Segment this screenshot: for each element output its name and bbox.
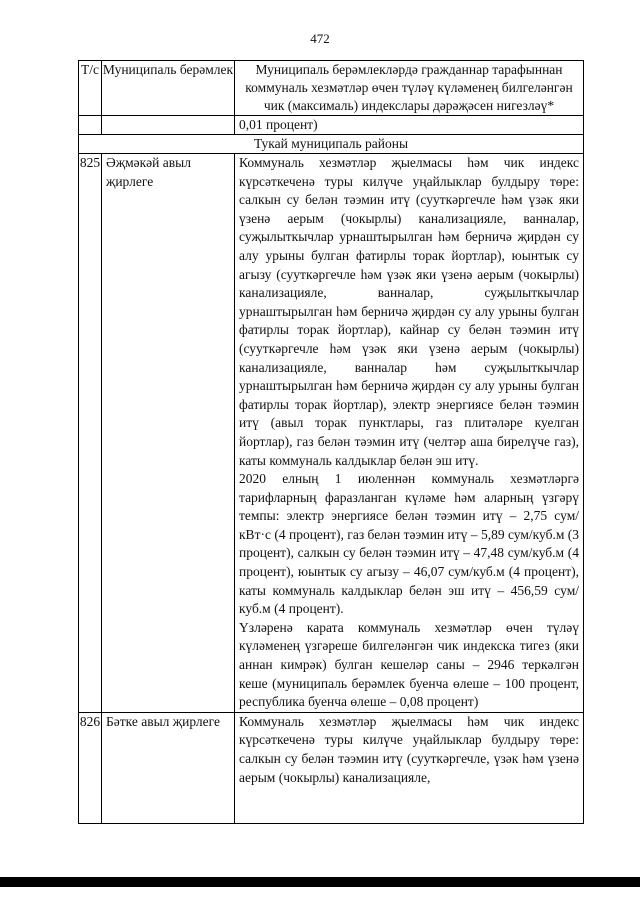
- municipality-name: Әҗмәкәй авыл җирлеге: [102, 154, 235, 713]
- header-justification: Муниципаль берәмлекләрдә гражданнар тарафыннан коммуналь хезмәтләр өчен түләү күләменең билгеләнгән чик (максималь) индекслары дәрәҗәсен нигезләү*: [235, 61, 584, 116]
- region-title: Тукай муниципаль районы: [79, 135, 584, 154]
- municipal-table: [78, 60, 584, 824]
- justification-cell: [235, 154, 584, 713]
- paragraph: Үзләренә карата коммуналь хезмәтләр өчен түләү күләменең үзгәреше билгеләнгән чик индекска тигез (яки аннан кимрәк) булган кешеләр саны – 2946 теркәлгән кеше (муниципаль берәмлек буенча өлеше – 100 процент, республика буенча өлеше – 0,08 процент): [239, 619, 579, 710]
- paragraph: 2020 елның 1 июленнән коммуналь хезмәтләргә тарифларның фаразланган күләме һәм аларның үзгәрү темпы: электр энергиясе белән тәэмин итү – 2,75 сум/кВт·с (4 процент), газ белән тәэмин итү – 5,89 сум/куб.м (3 процент), салкын су белән тәэмин итү – 47,48 сум/куб.м (4 процент), юынтык су агызу – 46,07 сум/куб.м (4 процент), каты коммуналь калдыклар белән эш итү – 456,59 сум/куб.м (4 процент).: [239, 471, 579, 617]
- table-row: [79, 154, 584, 713]
- header-municipality: Муниципаль берәмлек: [102, 61, 235, 116]
- paragraph: Коммуналь хезмәтләр җыелмасы һәм чик индекс күрсәткеченә туры килүче уңайлыклар булдыру төре: салкын су белән тәэмин итү (сууткәргечле һәм үзәк яки үзенә аерым (чокырлы) канализацияле, ванналар, суҗылыткычлар урнаштырылган һәм берничә җирдән су алу урыны булган фатирлы торак йортлар), юынтык су агызу (сууткәргечле һәм үзәк яки үзенә аерым (чокырлы) канализацияле, ванналар, суҗылыткычлар урнаштырылган һәм берничә җирдән су алу урыны булган фатирлы торак йортлар), кайнар су белән тәэмин итү (сууткәргечле һәм үзәк яки үзенә аерым (чокырлы) канализацияле, ванналар һәм суҗылыткычлар урнаштырылган һәм берничә җирдән су алу урыны булган фатирлы торак йортлар), электр энергиясе белән тәэмин итү (авыл торак пунктлары, газ плитәләре куелган йортлар), газ белән тәэмин итү (челтәр аша бирелүче газ), каты коммуналь калдыклар белән эш итү.: [239, 155, 579, 468]
- scan-bottom-border: [0, 877, 640, 887]
- continuation-row: [79, 116, 584, 135]
- justification-cell: [235, 712, 584, 823]
- table-row: [79, 712, 584, 823]
- paragraph: Коммуналь хезмәтләр җыелмасы һәм чик индекс күрсәткеченә туры килүче уңайлыклар булдыру төре: салкын су белән тәэмин итү (сууткәргечле, үзәк һәм үзенә аерым (чокырлы) канализацияле,: [239, 713, 579, 785]
- table-header-row: [79, 61, 584, 116]
- page-number: 472: [310, 31, 330, 46]
- row-number: 825: [79, 154, 102, 713]
- row-number: 826: [79, 712, 102, 823]
- region-row: [79, 135, 584, 154]
- continuation-text: 0,01 процент): [235, 116, 584, 135]
- header-number: Т/с: [79, 61, 102, 116]
- municipality-name: Бәтке авыл җирлеге: [102, 712, 235, 823]
